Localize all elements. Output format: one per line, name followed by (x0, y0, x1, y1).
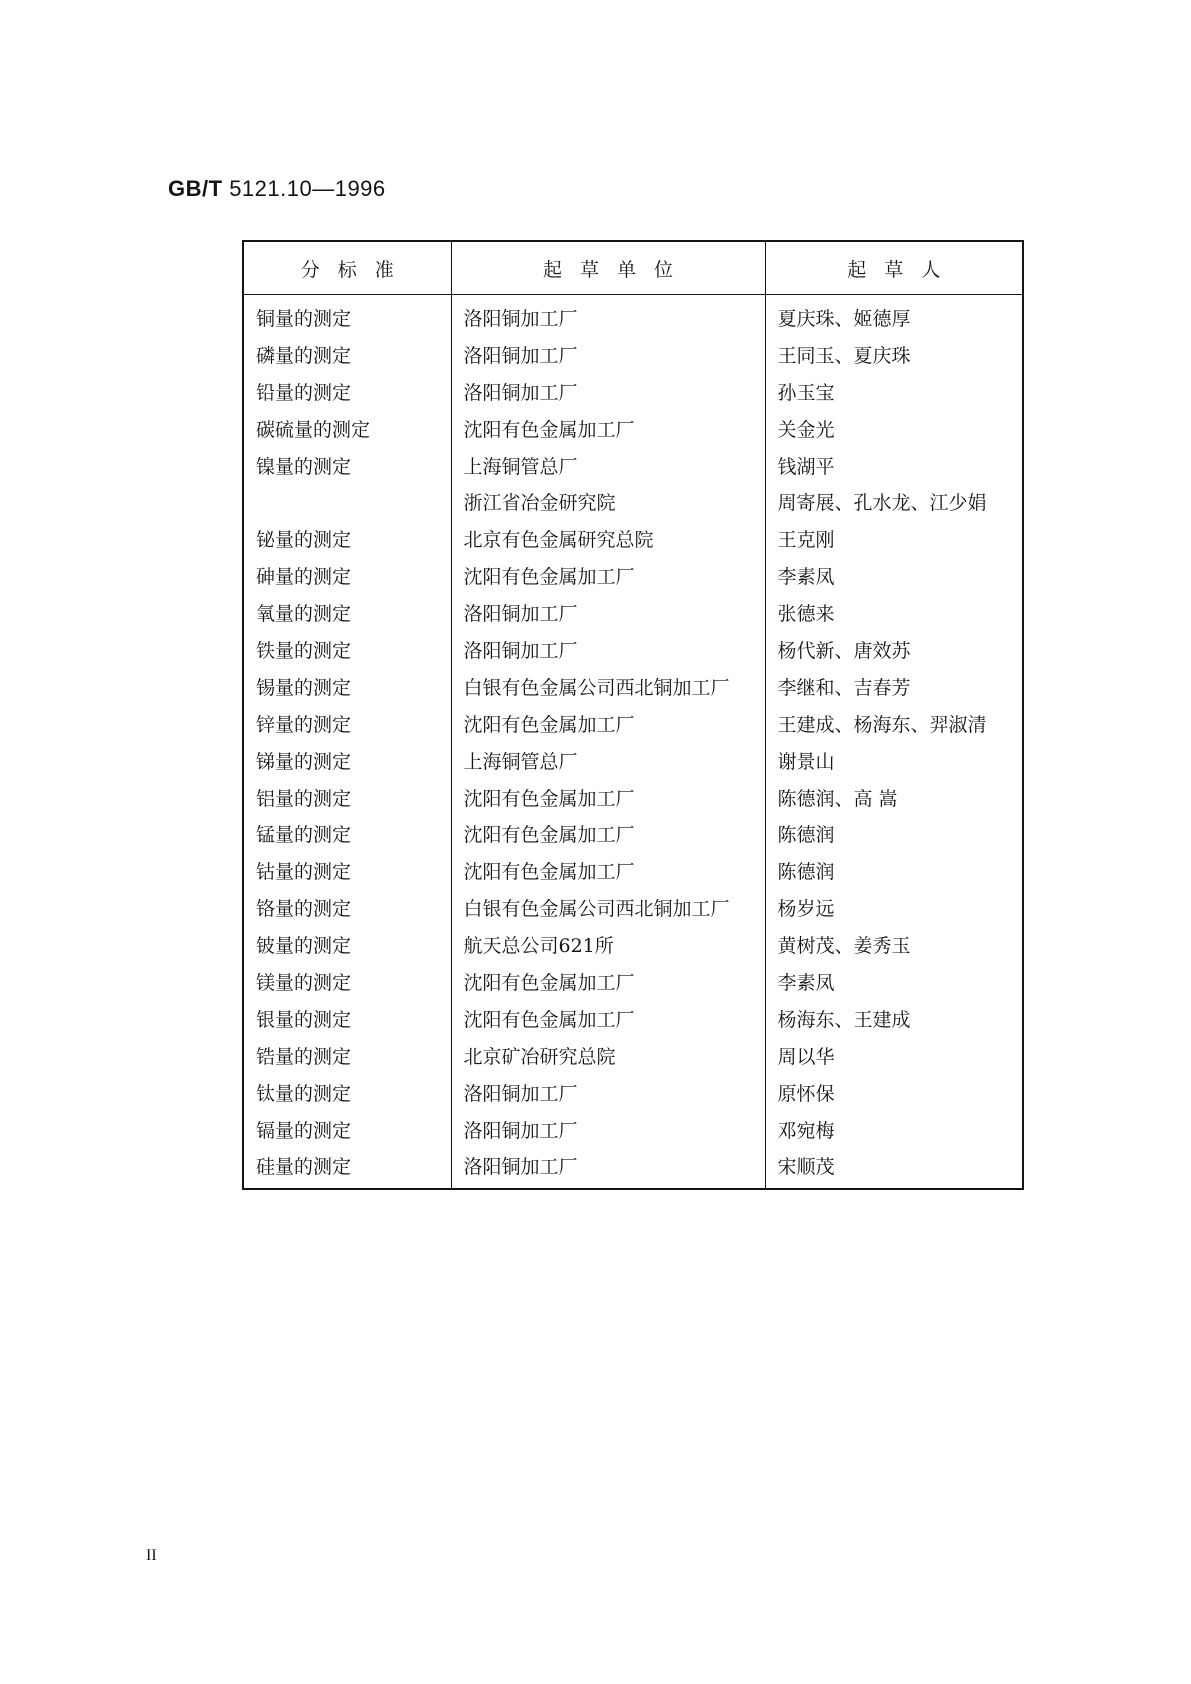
standard-number-year: 5121.10—1996 (229, 176, 386, 201)
sub-standard-cell: 锰量的测定 (256, 824, 352, 847)
sub-standard-cell: 镁量的测定 (256, 971, 352, 994)
drafting-unit-cell: 洛阳铜加工厂 (451, 373, 765, 410)
table-row (243, 1074, 1023, 1111)
drafters-cell: 陈德润 (765, 852, 1023, 889)
drafters-cell: 王克刚 (765, 520, 1023, 557)
drafters-cell: 周以华 (765, 1037, 1023, 1074)
drafters-cell: 杨岁远 (765, 889, 1023, 926)
sub-standard-cell: 镉量的测定 (256, 1119, 352, 1142)
drafting-unit-cell: 上海铜管总厂 (451, 742, 765, 779)
drafting-unit-cell: 航天总公司621所 (451, 926, 765, 963)
table-row (243, 705, 1023, 742)
table-row (243, 1037, 1023, 1074)
drafting-unit-cell: 沈阳有色金属加工厂 (451, 852, 765, 889)
drafters-cell: 邓宛梅 (765, 1111, 1023, 1148)
drafting-unit-cell: 北京有色金属研究总院 (451, 520, 765, 557)
drafting-unit-cell: 北京矿冶研究总院 (451, 1037, 765, 1074)
drafters-cell: 陈德润 (765, 815, 1023, 852)
drafters-cell: 夏庆珠、姬德厚 (765, 295, 1023, 336)
drafting-unit-cell: 洛阳铜加工厂 (451, 1111, 765, 1148)
sub-standard-cell: 铋量的测定 (256, 529, 352, 552)
drafters-cell: 杨代新、唐效苏 (765, 631, 1023, 668)
drafters-cell: 李继和、吉春芳 (765, 668, 1023, 705)
drafting-unit-cell: 沈阳有色金属加工厂 (451, 779, 765, 816)
drafting-unit-cell: 洛阳铜加工厂 (451, 336, 765, 373)
drafting-unit-cell: 沈阳有色金属加工厂 (451, 1000, 765, 1037)
drafters-cell: 张德来 (765, 594, 1023, 631)
drafters-cell: 陈德润、高 嵩 (765, 779, 1023, 816)
table-row (243, 779, 1023, 816)
drafting-unit-cell: 洛阳铜加工厂 (451, 594, 765, 631)
table-row (243, 742, 1023, 779)
table-row (243, 668, 1023, 705)
table-row (243, 963, 1023, 1000)
table-row (243, 1147, 1023, 1189)
table-row (243, 483, 1023, 520)
drafters-cell: 谢景山 (765, 742, 1023, 779)
table-row (243, 1111, 1023, 1148)
drafting-unit-cell: 浙江省冶金研究院 (451, 483, 765, 520)
drafters-cell: 王同玉、夏庆珠 (765, 336, 1023, 373)
drafters-cell: 王建成、杨海东、羿淑清 (765, 705, 1023, 742)
drafting-unit-cell: 白银有色金属公司西北铜加工厂 (451, 889, 765, 926)
sub-standard-cell: 碳硫量的测定 (256, 418, 371, 441)
sub-standard-cell (243, 483, 451, 520)
table-header-row (243, 241, 1023, 295)
table-row (243, 336, 1023, 373)
sub-standard-cell: 磷量的测定 (256, 344, 352, 367)
standard-number (168, 176, 386, 202)
table-row (243, 926, 1023, 963)
drafting-unit-cell: 沈阳有色金属加工厂 (451, 557, 765, 594)
drafting-unit-cell: 沈阳有色金属加工厂 (451, 963, 765, 1000)
table-row (243, 1000, 1023, 1037)
page-number: II (146, 1547, 157, 1564)
column-header-sub-standard: 分标准 (243, 241, 451, 295)
drafting-unit-cell: 洛阳铜加工厂 (451, 1147, 765, 1189)
column-header-drafters: 起草人 (765, 241, 1023, 295)
sub-standard-cell: 砷量的测定 (256, 566, 352, 589)
table-body (243, 295, 1023, 1190)
standard-code: GB/T (168, 176, 223, 201)
drafters-cell: 钱湖平 (765, 447, 1023, 484)
sub-standard-cell: 锑量的测定 (256, 750, 352, 773)
column-header-drafting-unit: 起草单位 (451, 241, 765, 295)
drafting-unit-cell: 上海铜管总厂 (451, 447, 765, 484)
drafting-unit-cell: 洛阳铜加工厂 (451, 1074, 765, 1111)
table-row (243, 594, 1023, 631)
drafting-unit-cell: 白银有色金属公司西北铜加工厂 (451, 668, 765, 705)
table-row (243, 447, 1023, 484)
drafting-unit-cell: 洛阳铜加工厂 (451, 631, 765, 668)
drafters-cell: 李素凤 (765, 557, 1023, 594)
sub-standard-cell: 锡量的测定 (256, 676, 352, 699)
drafters-cell: 黄树茂、姜秀玉 (765, 926, 1023, 963)
sub-standard-cell: 铝量的测定 (256, 787, 352, 810)
sub-standard-cell: 铜量的测定 (256, 307, 352, 330)
drafters-cell: 李素凤 (765, 963, 1023, 1000)
drafters-cell: 原怀保 (765, 1074, 1023, 1111)
sub-standard-cell: 银量的测定 (256, 1008, 352, 1031)
sub-standard-cell: 铍量的测定 (256, 935, 352, 958)
table-row (243, 889, 1023, 926)
table-row (243, 410, 1023, 447)
sub-standard-cell: 锆量的测定 (256, 1045, 352, 1068)
sub-standard-cell: 锌量的测定 (256, 713, 352, 736)
drafters-cell: 杨海东、王建成 (765, 1000, 1023, 1037)
drafters-cell: 孙玉宝 (765, 373, 1023, 410)
table-row (243, 520, 1023, 557)
sub-standard-cell: 铁量的测定 (256, 639, 352, 662)
sub-standard-cell: 钛量的测定 (256, 1082, 352, 1105)
drafting-unit-cell: 沈阳有色金属加工厂 (451, 705, 765, 742)
sub-standard-cell: 镍量的测定 (256, 455, 352, 478)
table-row (243, 852, 1023, 889)
table-row (243, 631, 1023, 668)
sub-standard-cell: 钴量的测定 (256, 861, 352, 884)
sub-standard-cell: 铅量的测定 (256, 381, 352, 404)
drafting-unit-cell: 沈阳有色金属加工厂 (451, 815, 765, 852)
table-row (243, 295, 1023, 336)
drafters-cell: 宋顺茂 (765, 1147, 1023, 1189)
table-row (243, 557, 1023, 594)
drafters-cell: 周寄展、孔水龙、江少娟 (765, 483, 1023, 520)
drafting-unit-cell: 洛阳铜加工厂 (451, 295, 765, 336)
table-row (243, 815, 1023, 852)
drafters-cell: 关金光 (765, 410, 1023, 447)
sub-standard-cell: 氧量的测定 (256, 603, 352, 626)
table-row (243, 373, 1023, 410)
drafters-table (242, 240, 1024, 1190)
sub-standard-cell: 铬量的测定 (256, 898, 352, 921)
sub-standard-cell: 硅量的测定 (256, 1156, 352, 1179)
drafting-unit-cell: 沈阳有色金属加工厂 (451, 410, 765, 447)
